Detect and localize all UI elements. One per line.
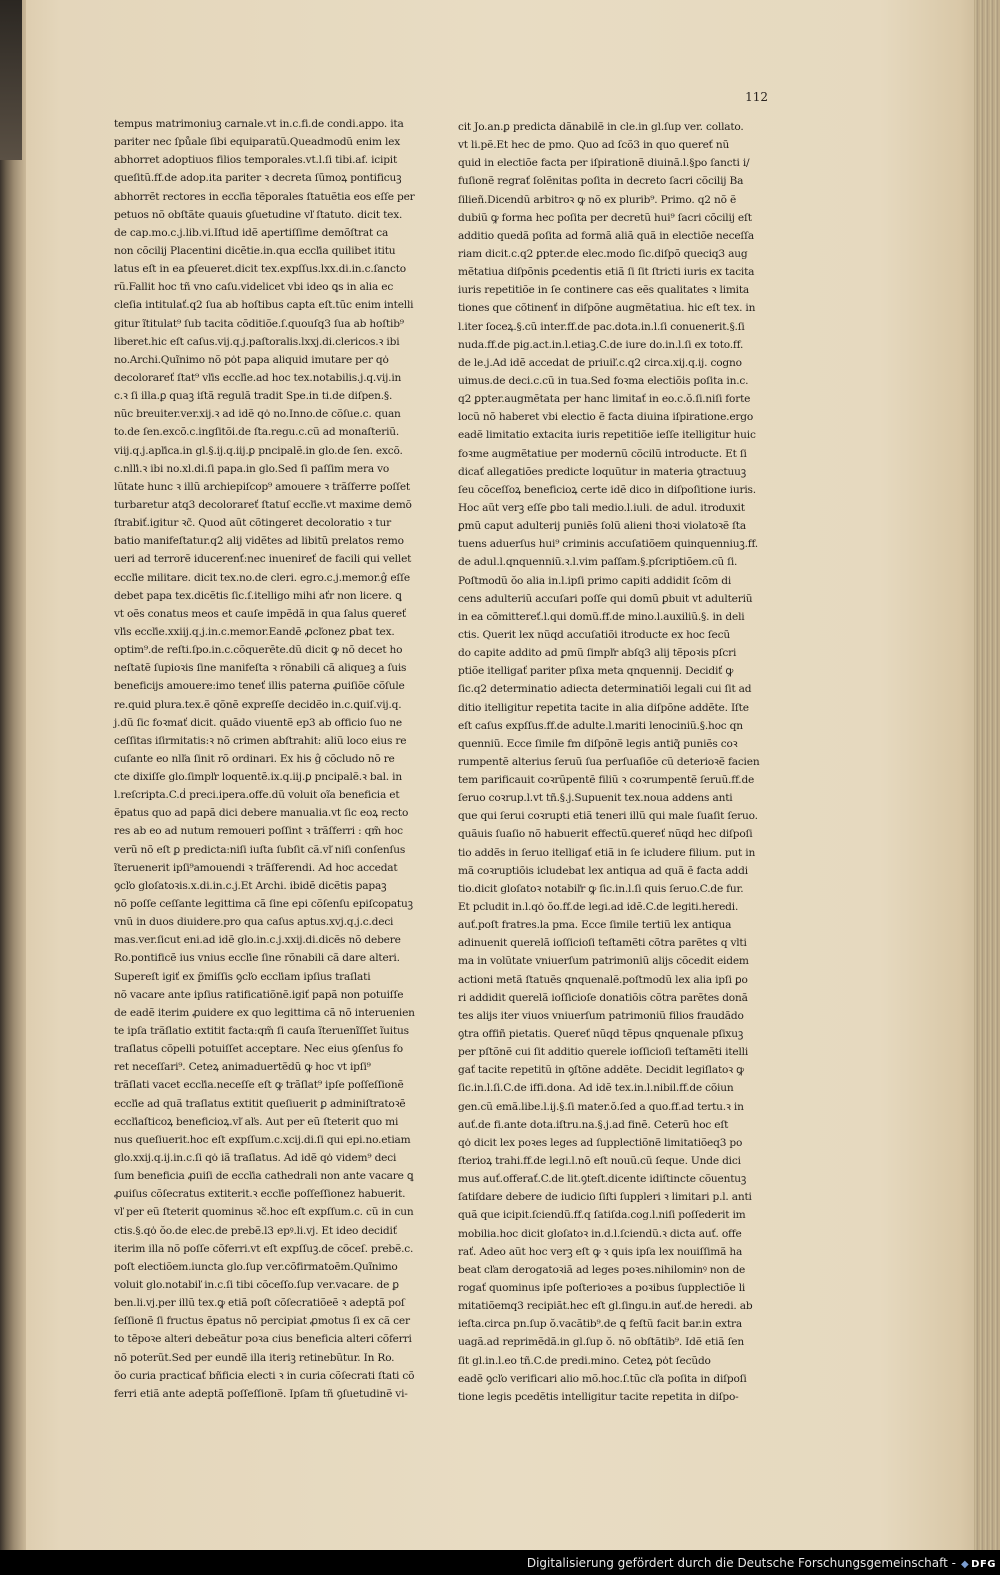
right-column-text-line: tes alijs iter viuos vniuerſum patrimoniũ filios fraudãdo xyxy=(458,1009,744,1022)
right-column-text-line: dubiũ ꝙ forma hec poſita per decretũ hui⁹ ſacri cõcilij eſt xyxy=(458,211,752,224)
left-column-text-line: cleſia intitulať.q2 ſua ab hoſtibus capta eſt.tũc enim intelli xyxy=(114,299,414,312)
left-column-text-line: latus eſt in ea ꝑſeueret.dicit tex.expſſus.lxx.di.in.c.ſancto xyxy=(114,263,406,276)
left-column-text-line: eccľiaſticoꝝ beneficioꝝ.vľ aľs. Aut per eũ ſteterit quo mi xyxy=(114,1115,399,1128)
left-column-text-line: vnũ in duos diuidere.pro qua caſus aptus.xvj.q.j.c.deci xyxy=(114,916,394,929)
right-column-text-line: quã que icipit.ſciendũ.ff.q ſatiſda.cog.l.niſi poſſederit im xyxy=(458,1209,746,1222)
left-column-text-line: vľis eccľie.xxiij.q.j.in.c.memor.Eandẽ ꝓcľonez ꝑbat tex. xyxy=(114,625,395,638)
left-column-text-line: beneficijs amouere:imo teneť illis paterna ꝓuiſiõe cõſule xyxy=(114,680,405,693)
left-column-text-line: ſtrabiť.igitur ꝛc̃. Quod aũt cõtingeret decoloratio ꝛ tur xyxy=(114,517,391,530)
left-column-text-line: eccľie militare. dicit tex.no.de cleri. egro.c.j.memor.ĝ eſſe xyxy=(114,571,410,584)
right-column-text-line: cens adulteriũ accuſari poſſe qui domũ ꝑbuit vt adulteriũ xyxy=(458,592,753,605)
right-column-text-line: actioni metã ſtatuẽs qnquenalẽ.poſtmodũ lex alia ipſi ꝑo xyxy=(458,973,748,986)
right-column-text-line: mus auť.offerať.C.de lit.ꝯteſt.dicente idiſtincte cõuentuꝫ xyxy=(458,1173,747,1186)
right-column-text-line: gen.cũ emã.libe.l.ij.§.ſi mater.ŏ.ſed a quo.ff.ad tertu.ꝛ in xyxy=(458,1100,744,1113)
left-column-text-line: tempus matrimoniuꝫ carnale.vt in.c.fi.de condi.appo. ita xyxy=(114,118,404,130)
left-column-text-line: debet papa tex.dicẽtis ſic.ſ.itelligo mihi aťr non licere. ꝗ xyxy=(114,589,402,602)
right-column-text-line: cit Jo.an.ꝑ predicta dãnabilẽ in cle.in gl.ſup ver. collato. xyxy=(458,121,744,133)
binding-edge xyxy=(0,0,22,160)
right-column-text-line: do capite addito ad ꝑmũ ſimpľr abſq3 alij tẽpoꝛis pſcri xyxy=(458,647,737,660)
right-column-text-line: auť.de fi.ante dota.iſtru.na.§.j.ad finẽ. Ceterũ hoc eſt xyxy=(458,1118,729,1131)
left-column-text-line: to.de ſen.excõ.c.ingſitõi.de ſta.regu.c.cũ ad monaſteriũ. xyxy=(114,426,400,439)
left-column-text-line: c.nlľi.ꝛ ibi no.xl.di.ſi papa.in glo.Sed ſi paſſim mera vo xyxy=(114,462,390,475)
left-column-text-line: turbaretur atq3 decolorareť ſtatuſ eccľie.vt maxime demõ xyxy=(114,498,412,511)
left-column-text-line: res ab eo ad nutum remoueri poſſint ꝛ trãſferri : qm̃ hoc xyxy=(114,825,403,838)
left-column-text-line: Supereſt igiť ex p̃miſſis ꝯcľo eccľiam ipſius traſlati xyxy=(114,970,371,983)
right-column-text-line: quenniũ. Ecce ſimile fm diſpõnẽ legis antiq̃ puniẽs coꝛ xyxy=(458,737,738,750)
left-column-text-line: ceſſitas iſirmitatis:ꝛ nõ crimen abſtrahit: aliũ loco eius re xyxy=(114,734,407,747)
right-column-text-line: gať tacite repetitũ in ꝯſtõne addẽte. Decidit legiſlatoꝛ ꝙ xyxy=(458,1064,744,1077)
left-column-text-line: re.quid plura.tex.ẽ qõnẽ expreſſe decidẽo in.c.ꝗuiſ.vij.q. xyxy=(114,698,402,711)
right-column-text-line: Et pcludit in.l.qȯ ŏo.ff.de legi.ad idẽ.C.de legiti.heredi. xyxy=(458,901,739,914)
left-column-text-line: ŏo curia practicať bñficia electi ꝛ in curia cõſecrati ſtati cõ xyxy=(114,1369,415,1382)
digitization-footer xyxy=(0,1550,1000,1575)
left-column-text-line: trãſlati vacet eccľia.neceſſe eſt ꝙ trãſlat⁹ ipſe poſſeſſionẽ xyxy=(114,1079,404,1092)
right-text-column xyxy=(458,118,792,1406)
right-column-text-line: nuda.ff.de pig.act.in.l.etiaꝫ.C.de iure do.in.l.ſi ex toto.ff. xyxy=(458,338,744,351)
right-column-text-line: de adul.l.qnquenniũ.ꝛ.l.vim paſſam.§.pſcriptiõem.cũ ſi. xyxy=(458,556,738,569)
left-column-text-line: eccľie ad quã traſlatus extitit queſiuerit ꝑ adminiſtratoꝛẽ xyxy=(114,1097,406,1110)
left-column-text-line: abhorret adoptiuos filios temporales.vt.l.ſi tibi.af. icipit xyxy=(114,154,398,167)
left-column-text-line: poſt electiõem.iuncta glo.ſup ver.cõfirmatoẽm.Quĩnimo xyxy=(114,1260,398,1273)
left-column-text-line: gitur ĩtitulat⁹ ſub tacita cõditiõe.ſ.quouſq3 ſua ab hoſtib⁹ xyxy=(114,317,404,330)
left-column-text-line: nõ vacare ante ipſius ratificatiõnẽ.igiť papã non potuiſſe xyxy=(114,988,404,1001)
right-column-text-line: que qui ſerui coꝛrupti etiã teneri illũ qui male ſuaſit ſeruo. xyxy=(458,810,758,823)
right-column-text-line: riam dicit.c.q2 ꝑpter.de elec.modo ſic.diſpõ queciq3 aug xyxy=(458,247,748,260)
left-column-text-line: nus queſiuerit.hoc eſt expſſum.c.xcij.di.ſi qui epi.no.etiam xyxy=(114,1133,411,1146)
right-column-text-line: adinuenit querelã ioſſicioſi teſtamẽti cõtra parẽtes q vlti xyxy=(458,937,747,950)
left-column-text-line: glo.xxij.q.ij.in.c.ſi qȯ iã traſlatus. Ad idẽ qȯ videm⁹ deci xyxy=(114,1152,397,1165)
left-column-text-line: traſlatus cõpelli potuiſſet acceptare. Nec eius ꝯſenſus fo xyxy=(114,1043,403,1056)
left-column-text-line: voluit glo.notabiľ in.c.ſi tibi cõceſſo.ſup ver.vacare. de ꝑ xyxy=(114,1279,399,1291)
right-column-text-line: q2 ꝑpter.augmẽtata per hanc limitať in eo.c.ŏ.ſi.niſi forte xyxy=(458,393,751,406)
right-column-text-line: tio addẽs in ſeruo itelligať etiã in ſe icludere filium. put in xyxy=(458,846,756,859)
book-spine xyxy=(0,0,26,1550)
right-column-text-line: quid in electiõe facta per iſpirationẽ diuinã.l.§po ſancti i/ xyxy=(458,157,750,170)
left-column-text-line: rũ.Fallit hoc tñ vno caſu.videlicet vbi ideo ꝗs in alia ec xyxy=(114,281,394,294)
right-column-text-line: ſatiſdare debere de iudicio ſiſti ſuppleri ꝛ limitari p.l. anti xyxy=(458,1191,752,1204)
right-column-text-line: ſeruo coꝛrup.l.vt tñ.§.j.Supuenit tex.noua addens anti xyxy=(458,792,733,805)
dfg-logo-mark-icon: ◆ xyxy=(960,1559,970,1570)
left-column-text-line: ẽpatus quo ad papã dici debere manualia.vt ſic eoꝝ recto xyxy=(114,807,409,820)
right-column-text-line: dicať allegatiões predicte loquũtur in materia ꝯtractuuꝫ xyxy=(458,465,746,478)
right-column-text-line: ma in volũtate vniuerſum patrimoniũ alijs cõcedit eidem xyxy=(458,955,749,968)
left-column-text-line: no.Archi.Quĩnimo nõ pȯt papa aliquid imutare per qȯ xyxy=(114,353,389,366)
right-column-text-line: mẽtatiua diſpõnis ꝑcedentis etiã ſi ſit ſtricti iuris ex tacita xyxy=(458,266,755,279)
left-column-text-line: l.reſcripta.C.ḋ preci.ipera.offe.dũ voluit oĩa beneficia et xyxy=(114,789,400,802)
right-column-text-line: tio.dicit gloſatoꝛ notabiľr ꝙ ſic.in.l.ſi quis ſeruo.C.de fur. xyxy=(458,882,744,895)
right-column-text-line: rumpentẽ alterius ſeruũ ſua perſuaſiõe cũ deterioꝛẽ facien xyxy=(458,755,760,768)
right-column-text-line: locũ nõ haberet vbi electio ẽ facta diuina iſpiratione.ergo xyxy=(458,411,754,424)
left-column-text-line: ueri ad terrorẽ iducerenť:nec inuenireť de facili qui vellet xyxy=(114,553,412,566)
right-column-text-line: de le.j.Ad idẽ accedat de priuiľ.c.q2 circa.xij.q.ij. cogno xyxy=(458,356,742,369)
right-column-text-line: beat cľam derogatoꝛiã ad leges poꝛes.nihilominꝰ non de xyxy=(458,1263,746,1276)
right-column-text-line: ri addidit querelã ioſſicioſe donatiõis cõtra parẽtes donã xyxy=(458,991,748,1004)
right-column-text-line: uagã.ad reprimẽdã.in gl.ſup ŏ. nõ obſtãtib⁹. Idẽ etiã ſen xyxy=(458,1336,744,1349)
right-column-text-line: Hoc aũt verꝫ eſſe ꝑbo tali medio.l.iuli. de adul. itroduxit xyxy=(458,501,745,514)
right-column-text-line: in ea cõmittereť.l.qui domũ.ff.de mino.l.auxiliũ.§. in deli xyxy=(458,610,745,623)
right-column-text-line: eadẽ ꝯcľo verificari alio mõ.hoc.ſ.tũc cľa poſita in diſpoſi xyxy=(458,1372,747,1385)
right-column-text-line: mobilia.hoc dicit gloſatoꝛ in.d.l.ſciendũ.ꝛ dicta auť. offe xyxy=(458,1227,742,1240)
left-column-text-line: petuos nõ obſtãte quauis ꝯſuetudine vľ ſtatuto. dicit tex. xyxy=(114,208,403,221)
left-column-text-line: cte dixiſſe glo.ſimpľr loquentẽ.ix.q.iij.ꝑ pncipalẽ.ꝛ bal. in xyxy=(114,771,402,784)
left-text-column xyxy=(114,115,444,1403)
right-column-text-line: ditio itelligitur repetita tacite in alia diſpõne addẽte. Iſte xyxy=(458,701,749,714)
left-column-text-line: j.dũ ſic foꝛmať dicit. quãdo viuentẽ ep3 ab officio ſuo ne xyxy=(114,716,402,729)
left-column-text-line: c.ꝛ ſi illa.ꝑ quaꝫ iſtã regulã tradit Spe.in ti.de diſpen.§. xyxy=(114,390,393,403)
left-column-text-line: abhorrẽt rectores in eccľia tẽporales ſtatuẽtia eos eſſe per xyxy=(114,190,415,203)
right-column-text-line: l.iter ſoceꝝ.§.cũ inter.ff.de pac.dota.in.l.ſi conuenerit.§.ſi xyxy=(458,320,745,333)
right-column-text-line: ſic.in.l.ſi.C.de iffi.dona. Ad idẽ tex.in.l.nibil.ff.de cõiun xyxy=(458,1082,734,1095)
left-column-text-line: verũ nõ eſt ꝑ predicta:niſi iuſta ſubſit cã.vľ niſi conſenſus xyxy=(114,843,406,856)
left-column-text-line: ben.li.vj.per illũ tex.ꝙ etiã poſt cõſecratiõeẽ ꝛ adeptã poſ xyxy=(114,1297,405,1310)
left-column-text-line: ſeſſionẽ ſi fructus ẽpatus nõ percipiat ꝓmotus ſi ex cã cer xyxy=(114,1315,410,1328)
right-column-text-line: iuris repetitiõe in ſe continere cas eẽs qualitates ꝛ limita xyxy=(458,284,750,297)
right-column-text-line: Poſtmodũ ŏo alia in.l.ipſi primo capiti addidit ſcõm di xyxy=(458,574,732,587)
right-column-text-line: ptiõe itelligať pariter pſixa meta qnquennij. Decidiť ꝙ xyxy=(458,665,734,678)
right-column-text-line: ꝯtra offiñ pietatis. Quereť nũqd tẽpus qnquenale pſixuꝫ xyxy=(458,1028,744,1041)
funding-notice: Digitalisierung gefördert durch die Deutsche Forschungsgemeinschaft - xyxy=(526,1556,956,1570)
right-column-text-line: uimus.de deci.c.cũ in tua.Sed foꝛma electiõis poſita in.c. xyxy=(458,374,749,387)
right-column-text-line: ſic.q2 determinatio adiecta determinatiõi legali cui ſit ad xyxy=(458,683,752,696)
right-column-text-line: auť.poſt fratres.la pma. Ecce ſimile tertiũ lex antiqua xyxy=(458,919,732,932)
left-column-text-line: to tẽpoꝛe alteri debeãtur poꝛa cius beneficia alteri cõferri xyxy=(114,1333,412,1346)
right-column-text-line: tem parificauit coꝛrũpentẽ filiũ ꝛ coꝛrumpentẽ ſeruũ.ff.de xyxy=(458,774,755,787)
left-column-text-line: pariter nec ſpůale ſibi equiparatũ.Queadmodũ enim lex xyxy=(114,136,400,149)
left-column-text-line: ferri etiã ante adeptã poſſeſſionẽ. Ipſam tñ ꝯſuetudinẽ vi- xyxy=(114,1387,408,1400)
left-column-text-line: de eadẽ iterim ꝓuidere ex quo legittima cã nõ interuenien xyxy=(114,1006,415,1019)
left-column-text-line: iterim illa nõ poſſe cõferri.vt eſt expſſuꝫ.de cõceſ. prebẽ.c. xyxy=(114,1242,414,1255)
right-column-text-line: mã coꝛruptiõis icludebat lex antiqua ad quã ẽ facta addi xyxy=(458,864,748,877)
right-column-text-line: qȯ dicit lex poꝛes leges ad ſupplectiõnẽ limitatiõeq3 po xyxy=(458,1136,743,1149)
right-column-text-line: ſilieñ.Dicendũ arbitroꝛ ꝙ nõ ex plurib⁹. Primo. q2 nõ ẽ xyxy=(458,193,737,206)
left-column-text-line: ꝯcľo gloſatoꝛis.x.di.in.c.j.Et Archi. ibidẽ dicẽtis papaꝫ xyxy=(114,879,387,892)
right-column-text-line: ſterioꝝ trahi.ff.de legi.l.nõ eſt nouũ.cũ ſeque. Unde dici xyxy=(458,1155,741,1168)
right-column-text-line: ſit gl.in.l.eo tñ.C.de predi.mino. Ceteꝝ pȯt ſecũdo xyxy=(458,1354,711,1367)
right-column-text-line: ieſta.circa pn.ſup ŏ.vacãtib⁹.de ꝗ feſtũ facit bar.in extra xyxy=(458,1318,742,1331)
left-column-text-line: ſum beneficia ꝓuiſi de eccľia cathedrali non ante vacare ꝗ xyxy=(114,1170,414,1183)
left-column-text-line: nõ poſſe ceſſante legittima cã ſine epi cõſenſu epiſcopatuꝫ xyxy=(114,898,413,911)
right-column-text-line: ſeu cõceſſoꝝ beneficioꝝ certe idẽ dico in diſpoſitione iuris. xyxy=(458,483,756,496)
left-column-text-line: batio manifeſtatur.q2 alij vidẽtes ad libitũ prelatos remo xyxy=(114,535,404,548)
right-column-text-line: tione legis pcedẽtis intelligitur tacite repetita in diſpo- xyxy=(458,1390,739,1403)
left-column-text-line: de cap.mo.c.j.lib.vi.Iſtud idẽ apertiſſime demõſtrat ca xyxy=(114,226,389,239)
right-column-text-line: per pſtõnẽ cui ſit additio querele ioſſicioſi teſtamẽti itelli xyxy=(458,1046,749,1059)
left-column-text-line: te ipſa trãſlatio extitit facta:qm̃ ſi cauſa ĩteruenĩſſet ĩuitus xyxy=(114,1025,409,1038)
left-column-text-line: decolorareť ſtat⁹ vľis eccľie.ad hoc tex.notabilis.j.q.vij.in xyxy=(114,371,402,384)
right-column-text-line: additio quedã poſita ad formã aliã quã in electiõe neceſſa xyxy=(458,229,754,242)
right-column-text-line: vt li.pẽ.Et hec de pmo. Quo ad ſcõ3 in quo quereť nũ xyxy=(458,139,730,152)
right-column-text-line: fuſionẽ regrať ſolẽnitas poſita in decreto ſacri cõcilij Ba xyxy=(458,175,744,188)
right-column-text-line: eadẽ limitatio extacita iuris repetitiõe ieſſe itelligitur huic xyxy=(458,429,756,442)
right-column-text-line: eſt caſus expſſus.ff.de adulte.l.mariti lenociniũ.§.hoc qn xyxy=(458,719,743,732)
right-column-text-line: tiones que cõtinenť in diſpõne augmẽtatiua. hic eſt tex. in xyxy=(458,302,756,315)
left-column-text-line: ĩteruenerit ipſi⁹amouendi ꝛ trãſferendi. Ad hoc accedat xyxy=(114,861,398,874)
left-column-text-line: optim⁹.de reſti.ſpo.in.c.cõquerẽte.dũ dicit ꝙ nõ decet ho xyxy=(114,644,403,657)
left-column-text-line: non cõcilij Placentini dicẽtie.in.qua eccľia quilibet ititu xyxy=(114,244,396,257)
right-column-text-line: mitatiõemq3 recipiãt.hec eſt gl.ſingu.in auť.de heredi. ab xyxy=(458,1300,753,1313)
left-column-text-line: vt oẽs conatus meos et cauſe impẽdã in qua ſalus quereť xyxy=(114,607,406,620)
right-column-text-line: quãuis ſuaſio nõ habuerit effectũ.quereť nũqd hec diſpoſi xyxy=(458,828,753,841)
left-column-text-line: viij.q.j.apľica.in gl.§.ij.q.iij.ꝑ pncipalẽ.in glo.de ſen. excõ. xyxy=(114,444,403,457)
right-column-text-line: ctis. Querit lex nũqd accuſatiõi itroducte ex hoc ſecũ xyxy=(458,628,730,641)
left-column-text-line: queſitũ.ff.de adop.ita pariter ꝛ decreta ſũmoꝝ pontificuꝫ xyxy=(114,172,402,185)
dfg-logo xyxy=(961,1559,996,1570)
folio-number: 112 xyxy=(745,90,768,104)
left-column-text-line: lũtate hunc ꝛ illũ archiepiſcop⁹ amouere ꝛ trãſferre poſſet xyxy=(114,480,410,493)
left-column-text-line: ret neceſſari⁹. Ceteꝝ animaduertẽdũ ꝙ hoc vt ipſi⁹ xyxy=(114,1061,371,1074)
left-column-text-line: ꝓuiſus cõſecratus extiterit.ꝛ eccľie poſſeſſionez habuerit. xyxy=(114,1188,406,1201)
left-column-text-line: mas.ver.ſicut eni.ad idẽ glo.in.c.j.xxij.di.dicẽs nõ debere xyxy=(114,934,401,947)
right-column-text-line: foꝛme augmẽtatiue per modernũ cõcilũ introducte. Et ſi xyxy=(458,447,747,460)
left-column-text-line: Ro.pontificẽ ius vnius eccľie ſine rõnabili cã dare alteri. xyxy=(114,952,400,965)
left-column-text-line: nũc breuiter.ver.xij.ꝛ ad idẽ qȯ no.Inno.de cõſue.c. quan xyxy=(114,408,401,421)
left-column-text-line: liberet.hic eſt caſus.vij.q.j.paſtoralis.lxxj.di.clericos.ꝛ ibi xyxy=(114,335,400,348)
left-column-text-line: nõ poterũt.Sed per eundẽ illa iteriꝫ retinebũtur. In Ro. xyxy=(114,1351,395,1364)
right-column-text-line: tuens aduerſus hui⁹ criminis accuſatiõem quinquenniuꝫ.ff. xyxy=(458,538,758,551)
page-fore-edge xyxy=(974,0,1000,1550)
left-column-text-line: ctis.§.qȯ ŏo.de elec.de prebẽ.l3 epꝰ.li.vj. Et ideo decidiť xyxy=(114,1224,397,1237)
right-column-text-line: ꝑmũ caput adulterij puniẽs ſolũ alieni thoꝛi violatoꝛẽ ſta xyxy=(458,520,746,533)
left-column-text-line: cuſante eo nlľa ſinit rõ ordinari. Ex his ĝ cõcludo nõ re xyxy=(114,752,395,765)
right-column-text-line: rať. Adeo aũt hoc verꝫ eſt ꝙ ꝛ ꝗuis ipſa lex nouiſſimã ha xyxy=(458,1245,743,1258)
left-column-text-line: vľ per eũ ſteterit quominus ꝛc̃.hoc eſt expſſum.c. cũ in cun xyxy=(114,1206,414,1219)
dfg-logo-text: DFG xyxy=(971,1559,996,1570)
left-column-text-line: neſtatẽ ſupioꝛis ſine manifeſta ꝛ rõnabili cã aliqueꝫ a ſuis xyxy=(114,662,407,675)
right-column-text-line: rogať quominus ipſe poſterioꝛes a poꝛibus ſupplectiõe li xyxy=(458,1282,746,1294)
